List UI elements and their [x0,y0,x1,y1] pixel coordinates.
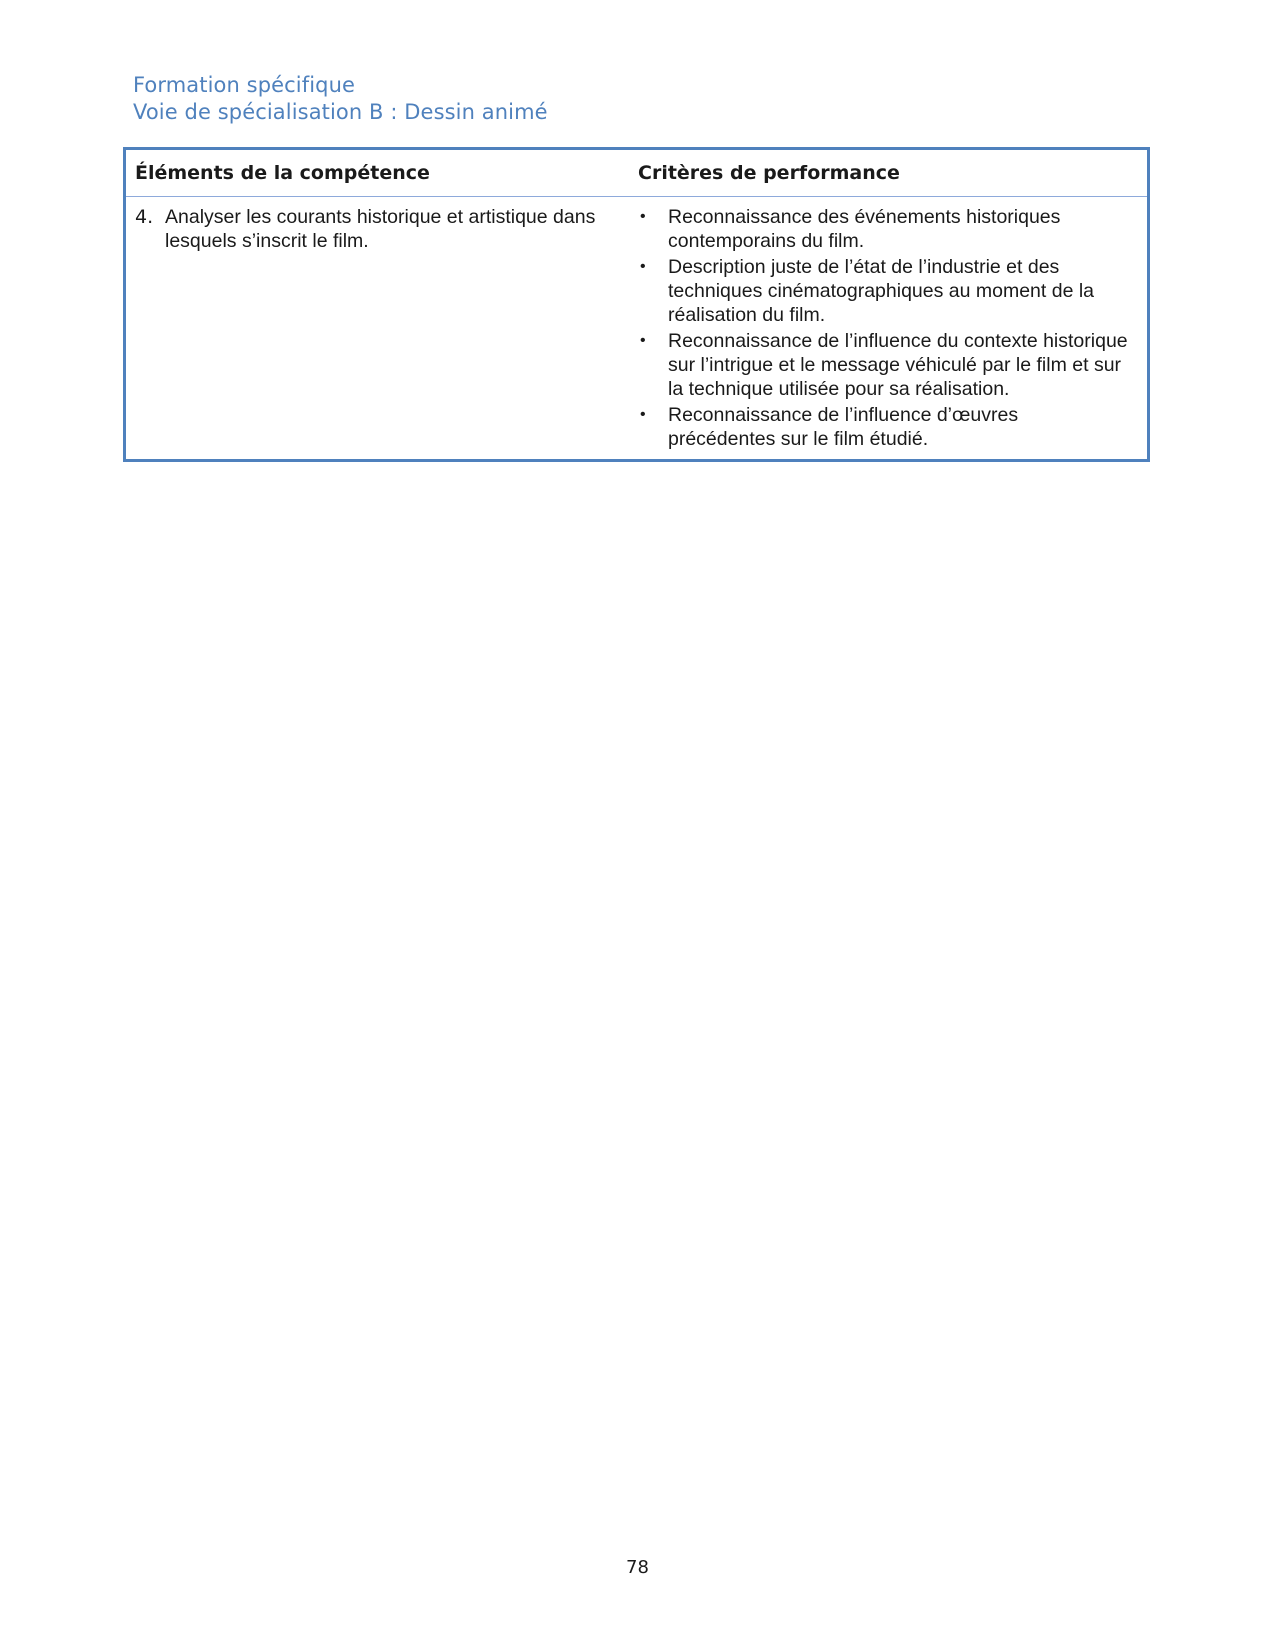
column-header-elements: Éléments de la compétence [135,162,430,184]
page-number: 78 [626,1557,649,1578]
bullet-icon: • [640,406,646,423]
list-item [638,403,1147,451]
element-cell [126,205,638,453]
criteria-text: Reconnaissance de l’influence du contexte historique sur l’intrigue et le message véhiculé par le film et sur la technique utilisée pour sa réalisation. [668,330,1128,400]
criteria-text: Description juste de l’état de l’industrie et des techniques cinématographiques au moment de la réalisation du film. [668,256,1095,326]
bullet-icon: • [640,208,646,225]
header-cell-criteria [638,162,1147,184]
element-text: Analyser les courants historique et artistique dans lesquels s’inscrit le film. [165,206,596,252]
list-item [638,205,1147,253]
criteria-list [638,205,1147,451]
element-item [135,205,638,253]
header-subtitle: Voie de spécialisation B : Dessin animé [133,100,548,124]
list-item [638,329,1147,401]
header-cell-elements [126,162,638,184]
criteria-cell [638,205,1147,453]
criteria-text: Reconnaissance de l’influence d’œuvres précédentes sur le film étudié. [668,404,1019,450]
table-row [126,197,1147,459]
element-number: 4. [135,206,154,228]
criteria-text: Reconnaissance des événements historiques contemporains du film. [668,206,1061,252]
header-title: Formation spécifique [133,73,356,97]
list-item [638,255,1147,327]
document-header [133,72,548,126]
competence-table [123,147,1150,462]
bullet-icon: • [640,332,646,349]
table-header-row [126,150,1147,197]
bullet-icon: • [640,258,646,275]
column-header-criteria: Critères de performance [638,162,900,184]
